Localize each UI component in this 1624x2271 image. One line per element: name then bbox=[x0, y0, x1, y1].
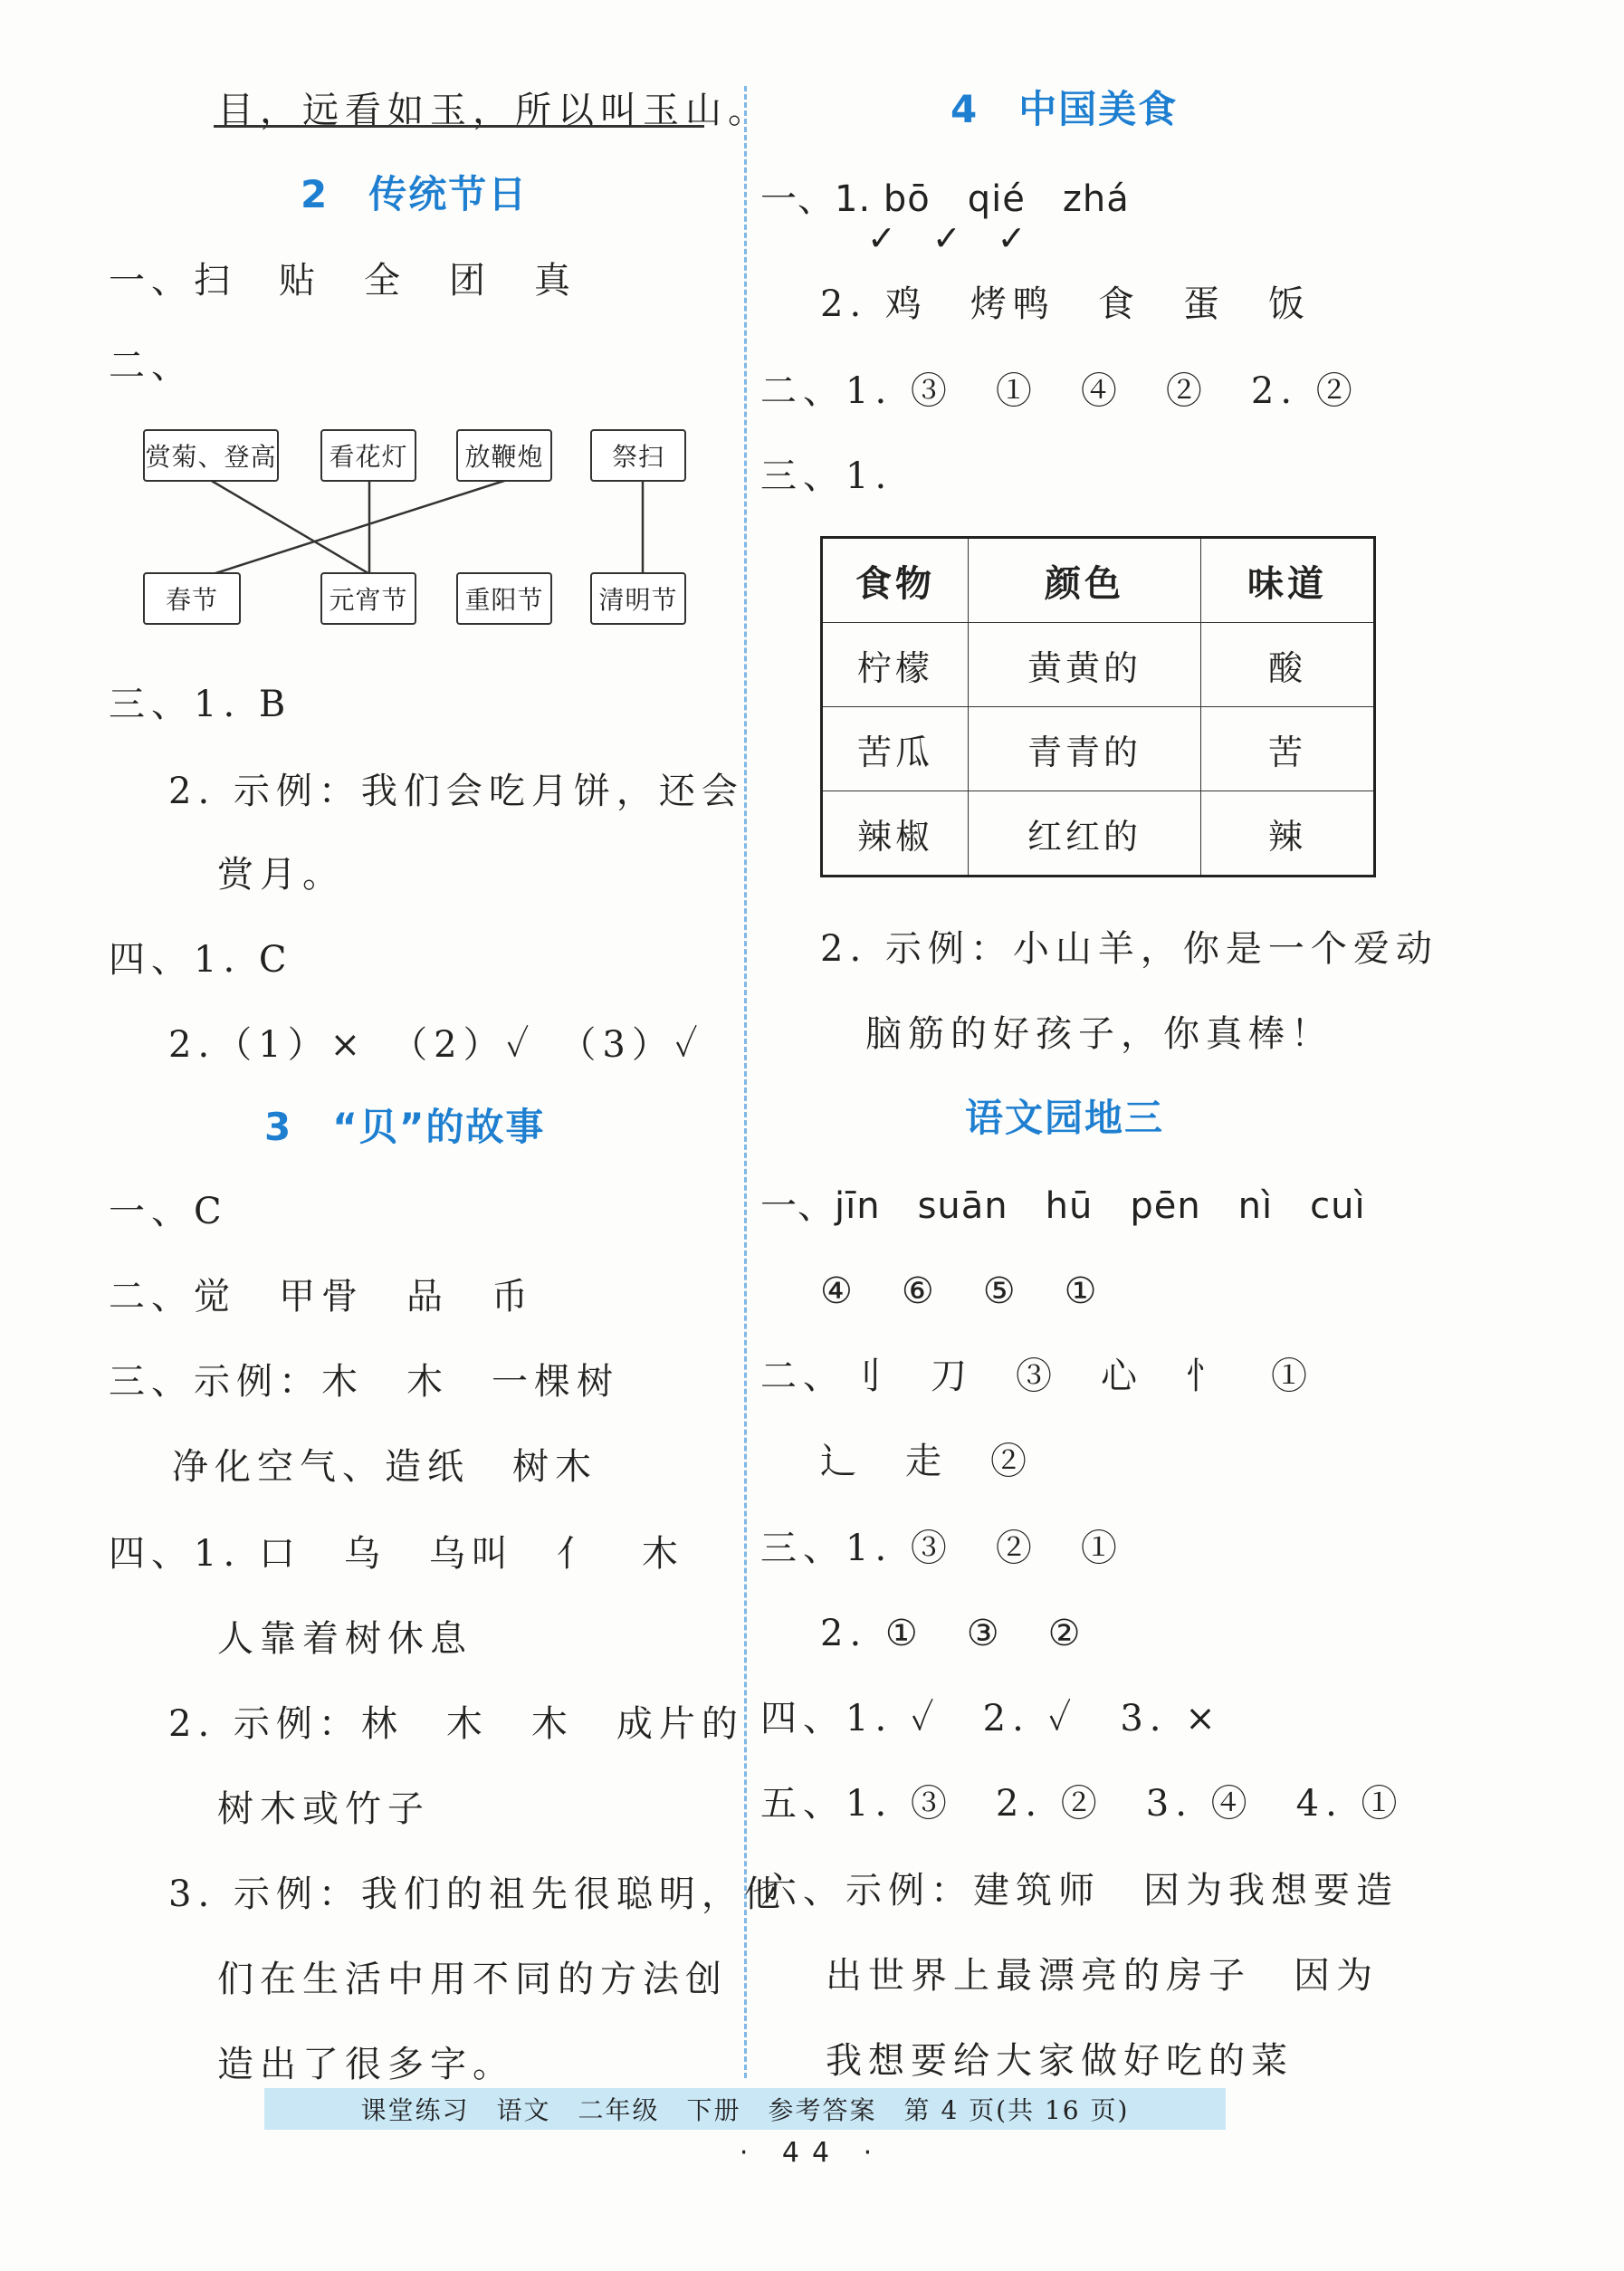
s4-q2: 二、1. ③ ① ④ ② 2. ② bbox=[760, 370, 1359, 412]
column-divider bbox=[744, 86, 747, 2078]
s4-q1-1: 一、1. bō qié zhá bbox=[760, 178, 1130, 220]
section-3-title: 3 “贝”的故事 bbox=[264, 1105, 546, 1149]
table-row bbox=[822, 623, 1375, 707]
table-cell: 酸 bbox=[1201, 623, 1375, 707]
table-cell: 辣椒 bbox=[822, 791, 969, 877]
table-cell: 柠檬 bbox=[822, 623, 969, 707]
s3-q3b: 净化空气、造纸 树木 bbox=[172, 1446, 597, 1488]
s4-q1-2: 2. 鸡 烤鸭 食 蛋 饭 bbox=[820, 283, 1311, 325]
table-cell: 苦 bbox=[1201, 707, 1375, 791]
s4-q3-2b: 脑筋的好孩子，你真棒！ bbox=[865, 1013, 1333, 1055]
s2-q3-2b: 赏月。 bbox=[217, 854, 345, 896]
s5-q5: 五、1. ③ 2. ② 3. ④ 4. ① bbox=[760, 1783, 1404, 1825]
table-row bbox=[822, 791, 1375, 877]
table-header-food: 食物 bbox=[822, 538, 969, 623]
section-5-title: 语文园地三 bbox=[965, 1096, 1165, 1140]
food-table bbox=[820, 536, 1376, 877]
s3-q1: 一、C bbox=[109, 1191, 228, 1232]
s2-q3-2a: 2. 示例：我们会吃月饼，还会 bbox=[168, 771, 744, 812]
section-4-title: 4 中国美食 bbox=[951, 87, 1179, 131]
s3-q4-1a: 四、1. 口 乌 乌叫 亻 木 bbox=[109, 1533, 684, 1575]
match-bottom-2: 元宵节 bbox=[320, 572, 416, 625]
s2-q1: 一、扫 贴 全 团 真 bbox=[109, 260, 577, 302]
table-cell: 黄黄的 bbox=[969, 623, 1201, 707]
s4-q3-2a: 2. 示例：小山羊，你是一个爱动 bbox=[820, 928, 1438, 970]
line-chongyang bbox=[210, 480, 371, 575]
table-header-taste: 味道 bbox=[1201, 538, 1375, 623]
match-bottom-3: 重阳节 bbox=[456, 572, 552, 625]
s3-q4-2b: 树木或竹子 bbox=[217, 1788, 430, 1830]
s4-q3-1: 三、1. bbox=[760, 455, 893, 497]
s4-q1-checks: ✓ ✓ ✓ bbox=[867, 218, 1027, 258]
s5-q1b: ④ ⑥ ⑤ ① bbox=[820, 1270, 1103, 1312]
s3-q4-3c: 造出了很多字。 bbox=[217, 2044, 515, 2085]
table-cell: 辣 bbox=[1201, 791, 1375, 877]
top-line-underline bbox=[214, 125, 704, 128]
s5-q1a: 一、jīn suān hū pēn nì cuì bbox=[760, 1185, 1366, 1227]
line-chunjie bbox=[210, 480, 507, 575]
s2-q4-2: 2.（1）× （2）✓ （3）✓ bbox=[168, 1024, 704, 1066]
match-bottom-1: 春节 bbox=[143, 572, 241, 625]
footer-banner: 课堂练习 语文 二年级 下册 参考答案 第 4 页(共 16 页) bbox=[264, 2088, 1226, 2130]
s5-q4: 四、1. ✓ 2. ✓ 3. × bbox=[760, 1698, 1222, 1739]
section-2-title: 2 传统节日 bbox=[301, 172, 529, 216]
s5-q3-2: 2. ① ③ ② bbox=[820, 1613, 1087, 1654]
match-top-1: 赏菊、登高 bbox=[143, 429, 279, 482]
s3-q2: 二、觉 甲骨 品 币 bbox=[109, 1276, 534, 1318]
s5-q3-1: 三、1. ③ ② ① bbox=[760, 1528, 1123, 1569]
s5-q6b: 出世界上最漂亮的房子 因为 bbox=[826, 1955, 1379, 1997]
left-top-line: 目，远看如玉，所以叫玉山。 bbox=[217, 90, 770, 131]
s5-q2b: 辶 走 ② bbox=[820, 1441, 1033, 1482]
s3-q4-1b: 人靠着树休息 bbox=[217, 1618, 473, 1660]
table-cell: 青青的 bbox=[969, 707, 1201, 791]
table-cell: 苦瓜 bbox=[822, 707, 969, 791]
match-top-3: 放鞭炮 bbox=[456, 429, 552, 482]
match-bottom-4: 清明节 bbox=[590, 572, 686, 625]
s5-q6a: 六、示例：建筑师 因为我想要造 bbox=[760, 1870, 1399, 1912]
s3-q3a: 三、示例：木 木 一棵树 bbox=[109, 1361, 619, 1403]
match-top-4: 祭扫 bbox=[590, 429, 686, 482]
table-header-color: 颜色 bbox=[969, 538, 1201, 623]
s3-q4-2a: 2. 示例：林 木 木 成片的 bbox=[168, 1703, 744, 1745]
s5-q6c: 我想要给大家做好吃的菜 bbox=[826, 2040, 1294, 2082]
s3-q4-3a: 3. 示例：我们的祖先很聪明，他 bbox=[168, 1873, 787, 1915]
table-row bbox=[822, 538, 1375, 623]
page-number: · 44 · bbox=[739, 2137, 885, 2169]
table-cell: 红红的 bbox=[969, 791, 1201, 877]
s3-q4-3b: 们在生活中用不同的方法创 bbox=[217, 1959, 728, 2000]
match-top-2: 看花灯 bbox=[320, 429, 416, 482]
s2-q3-1: 三、1. B bbox=[109, 684, 292, 725]
table-row bbox=[822, 707, 1375, 791]
s2-q2: 二、 bbox=[109, 345, 194, 387]
s2-q4-1: 四、1. C bbox=[109, 939, 293, 981]
s5-q2a: 二、刂 刀 ③ 心 忄 ① bbox=[760, 1356, 1314, 1397]
